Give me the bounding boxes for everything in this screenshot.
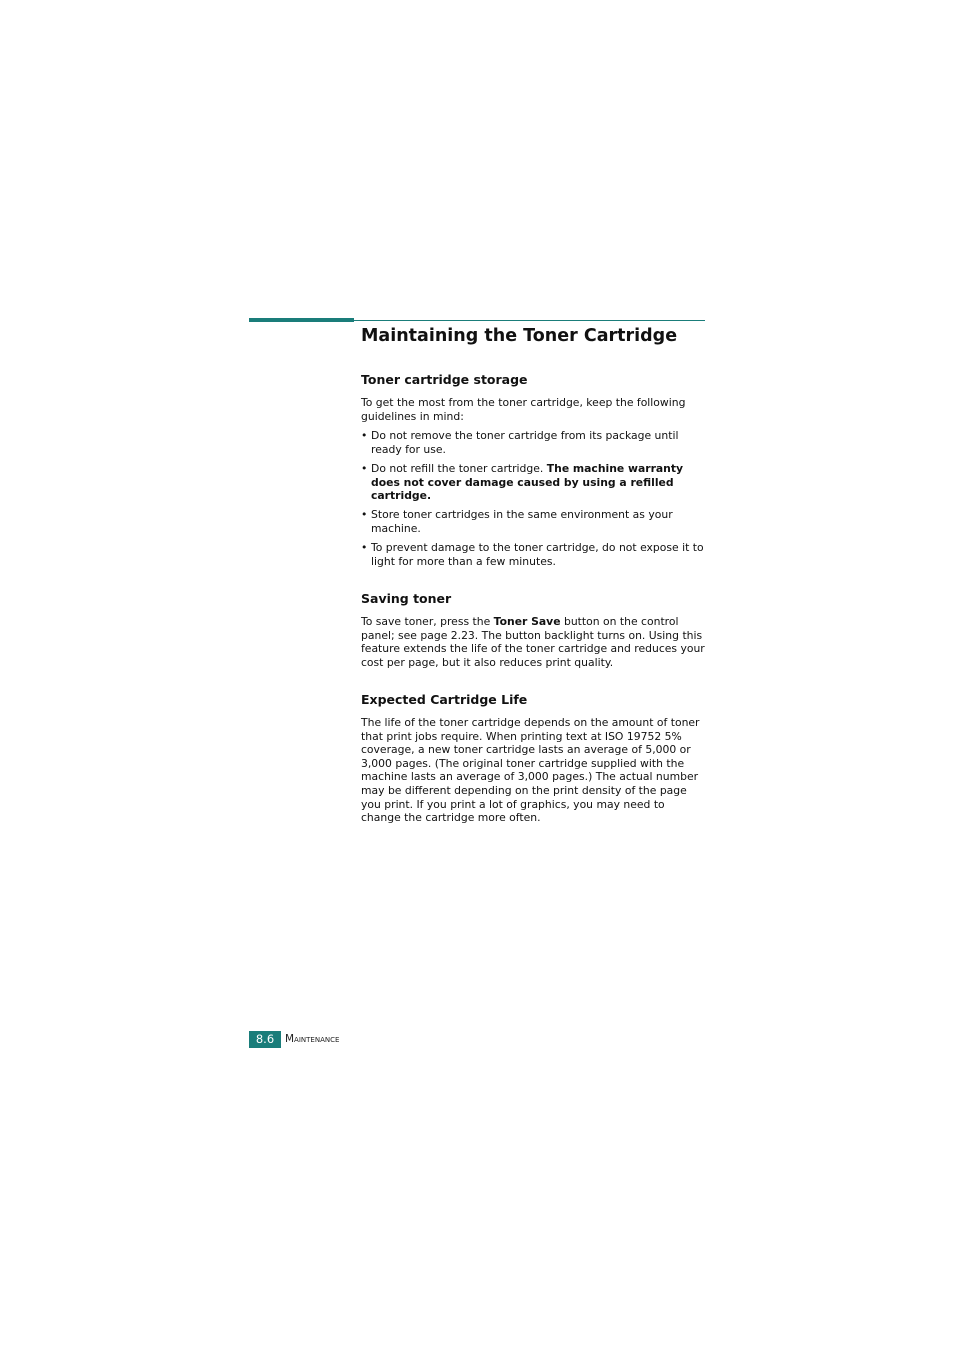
bullet-dot: • [361, 508, 368, 521]
bullet-dot: • [361, 429, 368, 442]
page-number-badge: 8.6 [249, 1031, 281, 1048]
saving-text-before: To save toner, press the [361, 615, 494, 628]
storage-bullet-3 [361, 508, 705, 535]
bullet-text [371, 462, 705, 503]
bullet-dot: • [361, 541, 368, 554]
bullet-dot: • [361, 462, 368, 475]
storage-heading: Toner cartridge storage [361, 372, 528, 387]
section-rule-thick [249, 318, 354, 322]
life-heading: Expected Cartridge Life [361, 692, 528, 707]
storage-bullet-1 [361, 429, 705, 456]
bullet-text-regular: Do not refill the toner cartridge. [371, 462, 547, 475]
bullet-text: Do not remove the toner cartridge from its package until ready for use. [371, 429, 679, 456]
saving-heading: Saving toner [361, 591, 452, 606]
page-title: Maintaining the Toner Cartridge [361, 326, 678, 346]
saving-text-after: button on the control panel; see page 2.23. The button backlight turns on. Using this feature extends the life of the toner cartridge and reduces your cost per page, but it also reduces print quality. [361, 615, 705, 669]
bullet-text: To prevent damage to the toner cartridge, do not expose it to light for more than a few minutes. [371, 541, 704, 568]
warranty-warning: The machine warranty does not cover damage caused by using a refilled cartridge. [371, 462, 684, 503]
section-rule-thin [354, 320, 705, 321]
storage-intro: To get the most from the toner cartridge, keep the following guidelines in mind: [361, 396, 686, 423]
bullet-text: Store toner cartridges in the same environment as your machine. [371, 508, 673, 535]
storage-bullet-2 [361, 462, 705, 503]
toner-save-button-name: Toner Save [493, 615, 561, 628]
section-label: Maintenance [285, 1033, 340, 1045]
saving-paragraph [361, 615, 705, 669]
storage-bullet-4 [361, 541, 705, 568]
life-paragraph: The life of the toner cartridge depends on the amount of toner that print jobs require. When printing text at ISO 19752 5% coverage, a new toner cartridge lasts an average of 5,000 or 3,000 pages. (The original toner cartridge supplied with the machine lasts an average of 3,000 pages.) The actual number may be different depending on the print density of the page you print. If you print a lot of graphics, you may need to change the cartridge more often. [361, 716, 700, 825]
